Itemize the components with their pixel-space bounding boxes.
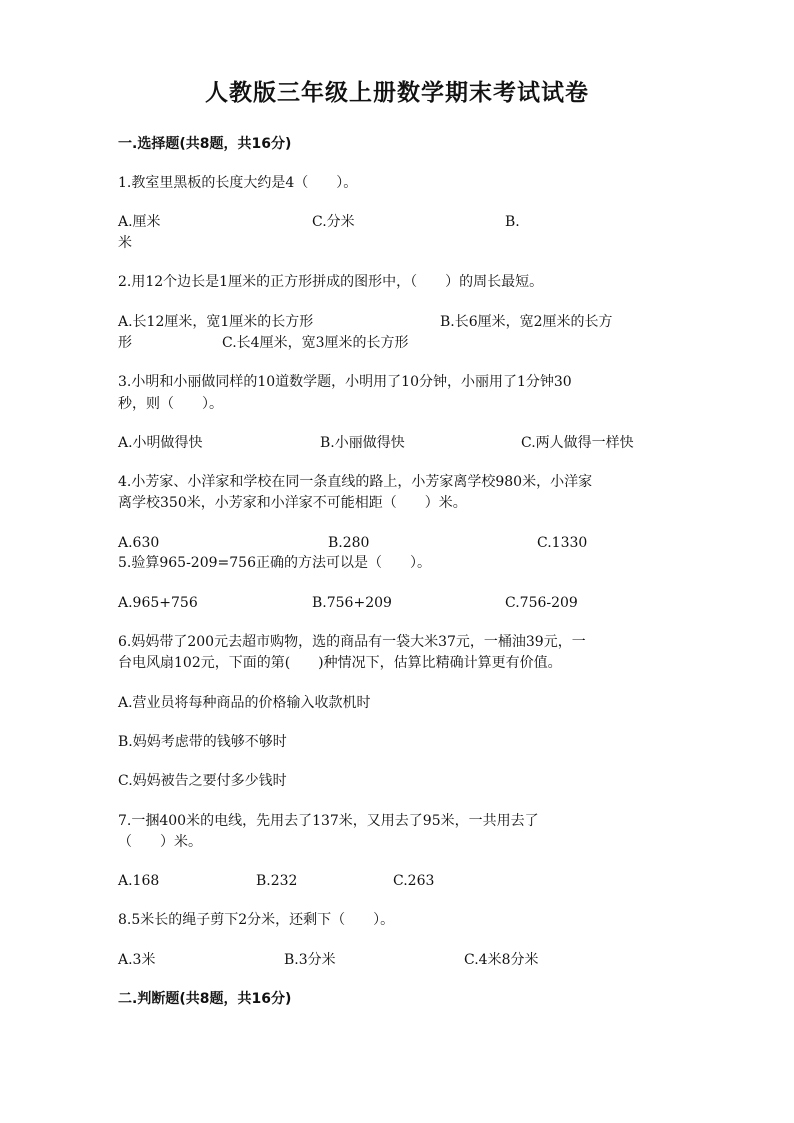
question-7-option-b: B.232 xyxy=(256,873,298,889)
question-2-option-c: C.长4厘米，宽3厘米的长方形 xyxy=(222,335,409,351)
question-8-option-c: C.4米8分米 xyxy=(464,952,539,968)
page-title: 人教版三年级上册数学期末考试试卷 xyxy=(205,80,589,106)
question-3-option-c: C.两人做得一样快 xyxy=(521,435,634,451)
question-6-option-c: C.妈妈被告之要付多少钱时 xyxy=(118,773,287,789)
question-6-option-a: A.营业员将每种商品的价格输入收款机时 xyxy=(118,695,371,711)
question-7-option-c: C.263 xyxy=(393,873,435,889)
question-7-stem-line1: 7.一捆400米的电线，先用去了137米，又用去了95米，一共用去了 xyxy=(118,813,539,829)
question-1-option-b: B. xyxy=(505,214,520,230)
question-3-option-b: B.小丽做得快 xyxy=(320,435,405,451)
question-6-stem-line2: 台电风扇102元，下面的第( )种情况下，估算比精确计算更有价值。 xyxy=(118,655,562,671)
question-2-option-b-wrap: 形 xyxy=(118,335,132,351)
question-6-stem-line1: 6.妈妈带了200元去超市购物，选的商品有一袋大米37元，一桶油39元，一 xyxy=(118,634,586,650)
question-3-option-a: A.小明做得快 xyxy=(118,435,203,451)
question-3-stem-line1: 3.小明和小丽做同样的10道数学题，小明用了10分钟，小丽用了1分钟30 xyxy=(118,374,572,390)
section-heading-choice: 一.选择题(共8题，共16分) xyxy=(118,136,292,152)
question-1-stem: 1.教室里黑板的长度大约是4（ ）。 xyxy=(118,175,358,191)
question-7-option-a: A.168 xyxy=(118,873,160,889)
question-1-option-a: A.厘米 xyxy=(118,214,161,230)
question-4-stem-line1: 4.小芳家、小洋家和学校在同一条直线的路上，小芳家离学校980米，小洋家 xyxy=(118,474,593,490)
question-8-option-a: A.3米 xyxy=(118,952,156,968)
question-4-stem-line2: 离学校350米，小芳家和小洋家不可能相距（ ）米。 xyxy=(118,495,467,511)
question-7-stem-line2: （ ）米。 xyxy=(118,834,202,850)
question-8-option-b: B.3分米 xyxy=(284,952,336,968)
question-4-option-b: B.280 xyxy=(328,535,370,551)
question-4-option-c: C.1330 xyxy=(537,535,588,551)
question-2-option-b: B.长6厘米，宽2厘米的长方 xyxy=(440,314,613,330)
question-5-option-a: A.965+756 xyxy=(118,595,198,611)
question-8-stem: 8.5米长的绳子剪下2分米，还剩下（ ）。 xyxy=(118,912,395,928)
section-heading-true-false: 二.判断题(共8题，共16分) xyxy=(118,991,292,1007)
question-5-option-b: B.756+209 xyxy=(312,595,392,611)
question-6-option-b: B.妈妈考虑带的钱够不够时 xyxy=(118,734,287,750)
question-2-option-a: A.长12厘米，宽1厘米的长方形 xyxy=(118,314,314,330)
question-2-stem: 2.用12个边长是1厘米的正方形拼成的图形中，（ ）的周长最短。 xyxy=(118,274,544,290)
question-5-stem: 5.验算965-209=756正确的方法可以是（ ）。 xyxy=(118,555,431,571)
question-3-stem-line2: 秒，则（ ）。 xyxy=(118,396,223,412)
question-4-option-a: A.630 xyxy=(118,535,160,551)
question-1-option-c: C.分米 xyxy=(312,214,355,230)
question-1-option-b-wrap: 米 xyxy=(118,235,132,251)
question-5-option-c: C.756-209 xyxy=(505,595,578,611)
